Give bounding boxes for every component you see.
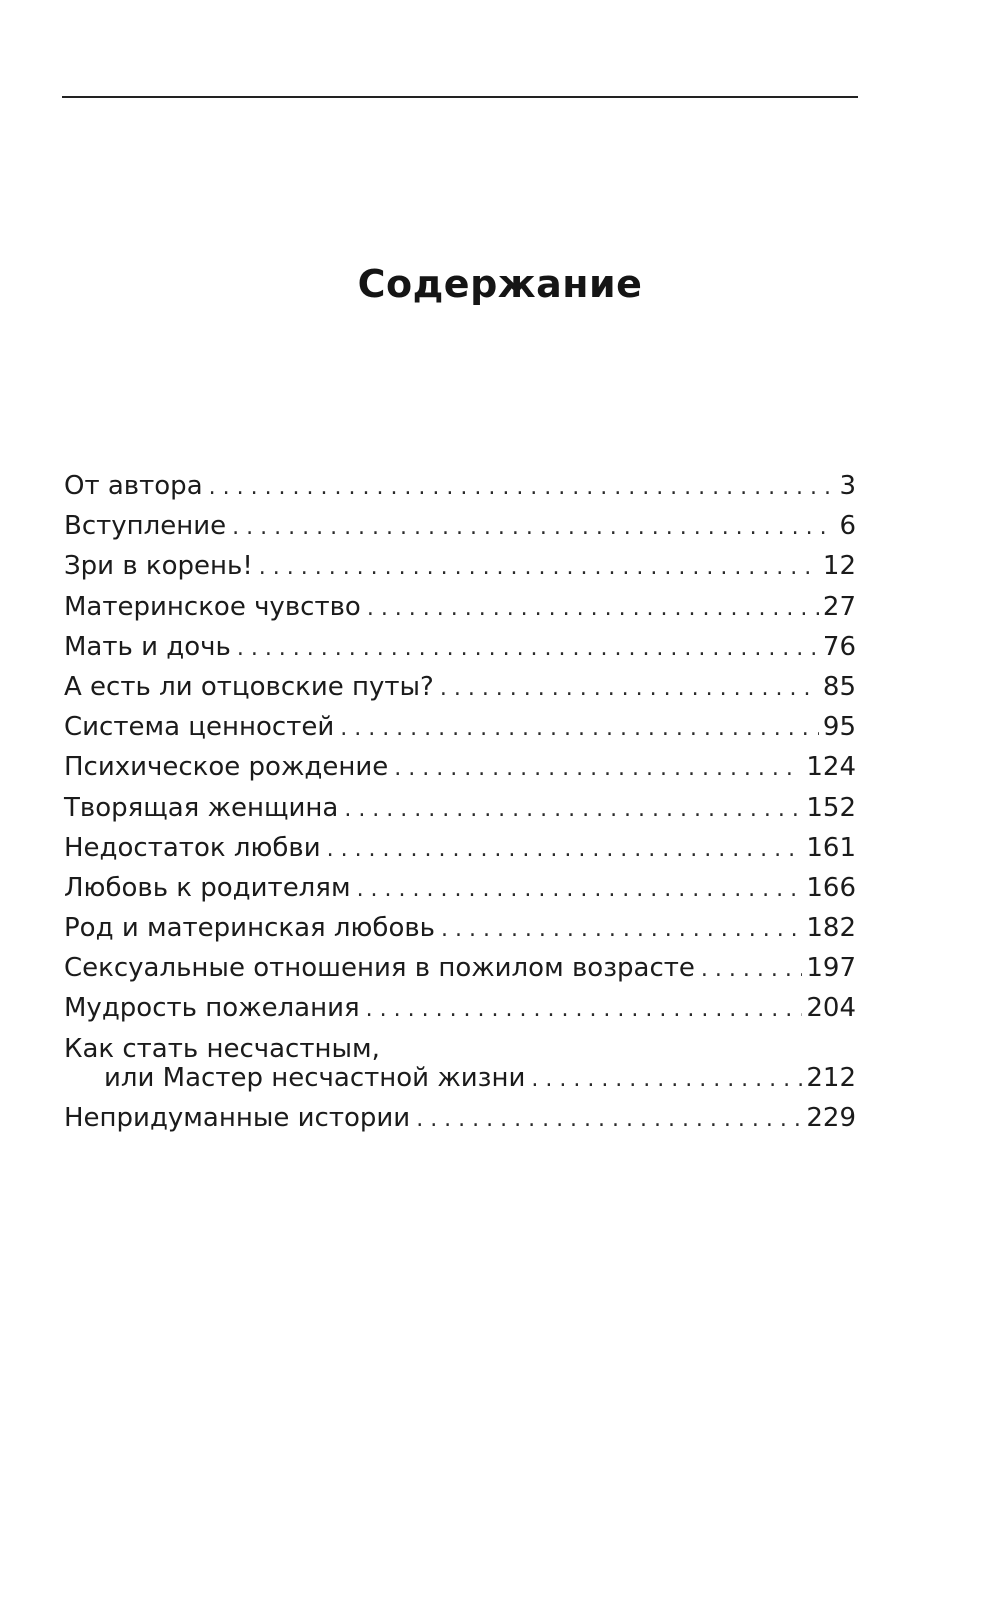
toc-entry [64, 587, 856, 627]
toc-entry-title: Вступление [64, 511, 227, 542]
toc-entry-page: 12 [822, 551, 856, 582]
dot-leader [440, 669, 819, 709]
toc-entry-title: От автора [64, 471, 203, 501]
toc-entry [64, 908, 856, 948]
dot-leader [416, 1100, 802, 1140]
table-of-contents [64, 466, 856, 1138]
toc-entry-title: Любовь к родителям [64, 872, 351, 903]
dot-leader [209, 468, 836, 508]
toc-entry-title: Недостаток любви [64, 832, 321, 863]
toc-entry [64, 466, 856, 506]
dot-leader [357, 870, 803, 910]
dot-leader [340, 709, 819, 749]
toc-entry-page: 152 [806, 792, 856, 823]
toc-entry-page: 6 [839, 511, 856, 542]
toc-entry-page: 197 [806, 953, 856, 984]
dot-leader [232, 508, 835, 548]
dot-leader [344, 790, 802, 830]
toc-entry [64, 1098, 856, 1138]
toc-entry [64, 627, 856, 667]
dot-leader [394, 749, 802, 789]
toc-entry-page: 204 [806, 993, 856, 1024]
toc-entry-title: Творящая женщина [64, 792, 339, 823]
dot-leader [237, 629, 819, 669]
toc-entry-page: 166 [806, 872, 856, 903]
toc-entry-title-line2: или Мастер несчастной жизни [104, 1062, 526, 1093]
page-title: Содержание [357, 262, 643, 306]
toc-entry-page: 95 [822, 712, 856, 743]
toc-entry [64, 948, 856, 988]
toc-entry-title: А есть ли отцовские путы? [64, 671, 434, 702]
dot-leader [441, 910, 802, 950]
dot-leader [327, 830, 803, 870]
toc-entry-page: 124 [806, 752, 856, 783]
dot-leader [367, 589, 819, 629]
toc-entry-page: 3 [839, 471, 856, 501]
toc-entry-page: 27 [822, 591, 856, 622]
toc-entry [64, 828, 856, 868]
toc-entry [64, 546, 856, 586]
top-rule [62, 96, 858, 98]
toc-entry [64, 988, 856, 1028]
toc-entry-title: Мудрость пожелания [64, 993, 360, 1024]
toc-entry [64, 868, 856, 908]
toc-entry-title: Мать и дочь [64, 631, 231, 662]
toc-entry-title: Зри в корень! [64, 551, 253, 582]
toc-entry [64, 506, 856, 546]
toc-entry [64, 667, 856, 707]
toc-entry-title: Сексуальные отношения в пожилом возрасте [64, 953, 695, 984]
toc-entry-title: Материнское чувство [64, 591, 361, 622]
dot-leader [259, 548, 819, 588]
toc-entry [64, 1029, 856, 1098]
toc-entry-title: Непридуманные истории [64, 1102, 411, 1133]
toc-entry-page: 76 [822, 631, 856, 662]
toc-entry-page: 182 [806, 913, 856, 944]
dot-leader [366, 990, 803, 1030]
toc-entry-page: 229 [806, 1102, 856, 1133]
toc-entry-page: 161 [806, 832, 856, 863]
dot-leader [701, 950, 802, 990]
dot-leader [531, 1060, 802, 1100]
toc-entry-page: 85 [822, 671, 856, 702]
toc-entry-title: Род и материнская любовь [64, 913, 436, 944]
toc-entry [64, 747, 856, 787]
toc-entry-title: Система ценностей [64, 712, 335, 743]
toc-entry-page: 212 [806, 1062, 856, 1093]
toc-entry [64, 707, 856, 747]
toc-entry-title: Психическое рождение [64, 752, 389, 783]
toc-entry [64, 788, 856, 828]
toc-entry-title-line1: Как стать несчастным, [64, 1033, 380, 1064]
